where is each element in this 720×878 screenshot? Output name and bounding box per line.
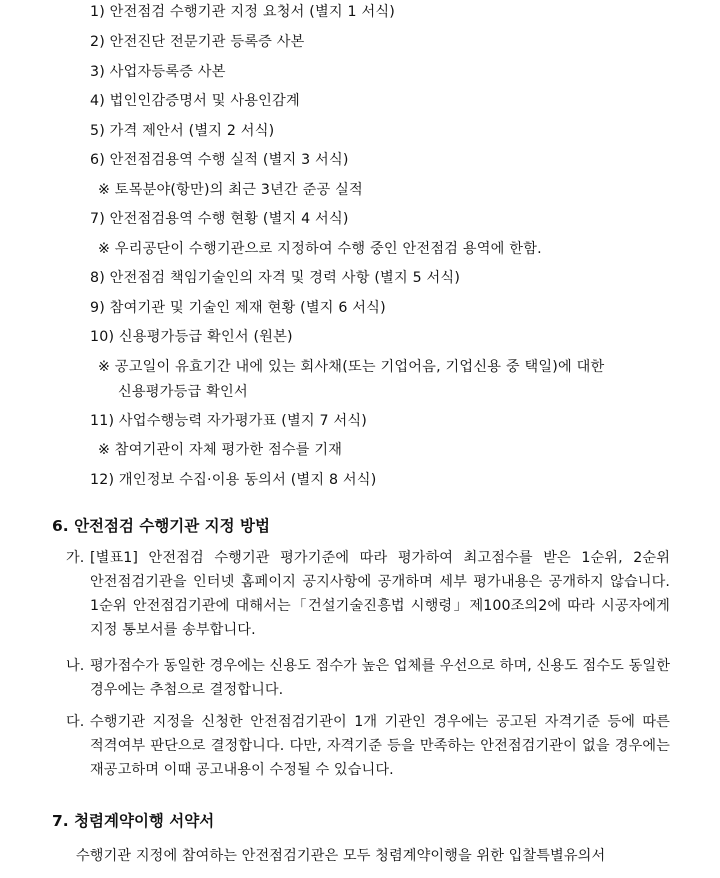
list-item: 11) 사업수행능력 자가평가표 (별지 7 서식) xyxy=(90,413,368,429)
list-item: 3) 사업자등록증 사본 xyxy=(90,64,226,80)
paragraph-marker: 나. xyxy=(66,658,85,674)
section-6-paragraph-da xyxy=(66,710,670,782)
section-6-paragraph-na xyxy=(66,654,670,702)
list-item: 6) 안전점검용역 수행 실적 (별지 3 서식) xyxy=(90,152,349,168)
list-item: 12) 개인정보 수집·이용 동의서 (별지 8 서식) xyxy=(90,472,377,488)
list-item: 2) 안전진단 전문기관 등록증 사본 xyxy=(90,34,305,50)
section-6-paragraph-ga xyxy=(66,546,670,642)
list-note: ※ 토목분야(항만)의 최근 3년간 준공 실적 xyxy=(98,182,363,198)
paragraph-text: [별표1] 안전점검 수행기관 평가기준에 따라 평가하여 최고점수를 받은 1순위, 2순위 안전점검기관을 인터넷 홈페이지 공지사항에 공개하며 세부 평가내용은 공개하지 않습니다. 1순위 안전점검기관에 대해서는「건설기술진흥법 시행령」제100조의2에 따라 시공자에게 지정 통보서를 송부합니다. xyxy=(90,550,670,638)
list-note: ※ 공고일이 유효기간 내에 있는 회사채(또는 기업어음, 기업신용 중 택일)에 대한 xyxy=(98,359,605,375)
paragraph-marker: 가. xyxy=(66,550,85,566)
list-item: 8) 안전점검 책임기술인의 자격 및 경력 사항 (별지 5 서식) xyxy=(90,270,461,286)
list-note-continued: 신용평가등급 확인서 xyxy=(118,384,248,400)
paragraph-text: 수행기관 지정을 신청한 안전점검기관이 1개 기관인 경우에는 공고된 자격기준 등에 따른 적격여부 판단으로 결정합니다. 다만, 자격기준 등을 만족하는 안전점검기관이 없을 경우에는 재공고하며 이때 공고내용이 수정될 수 있습니다. xyxy=(90,714,670,778)
list-item: 9) 참여기관 및 기술인 제재 현황 (별지 6 서식) xyxy=(90,300,386,316)
list-item: 10) 신용평가등급 확인서 (원본) xyxy=(90,329,293,345)
list-note: ※ 참여기관이 자체 평가한 점수를 기재 xyxy=(98,442,343,458)
paragraph-text: 평가점수가 동일한 경우에는 신용도 점수가 높은 업체를 우선으로 하며, 신용도 점수도 동일한 경우에는 추첨으로 결정합니다. xyxy=(90,658,670,698)
list-note: ※ 우리공단이 수행기관으로 지정하여 수행 중인 안전점검 용역에 한함. xyxy=(98,241,542,257)
section-7-intro: 수행기관 지정에 참여하는 안전점검기관은 모두 청렴계약이행을 위한 입찰특별유의서 xyxy=(76,848,606,864)
section-6-heading: 6. 안전점검 수행기관 지정 방법 xyxy=(52,517,270,535)
section-7-heading: 7. 청렴계약이행 서약서 xyxy=(52,812,215,830)
list-item: 7) 안전점검용역 수행 현황 (별지 4 서식) xyxy=(90,211,349,227)
list-item: 5) 가격 제안서 (별지 2 서식) xyxy=(90,123,275,139)
list-item: 1) 안전점검 수행기관 지정 요청서 (별지 1 서식) xyxy=(90,4,396,20)
paragraph-marker: 다. xyxy=(66,714,85,730)
list-item: 4) 법인인감증명서 및 사용인감계 xyxy=(90,93,300,109)
